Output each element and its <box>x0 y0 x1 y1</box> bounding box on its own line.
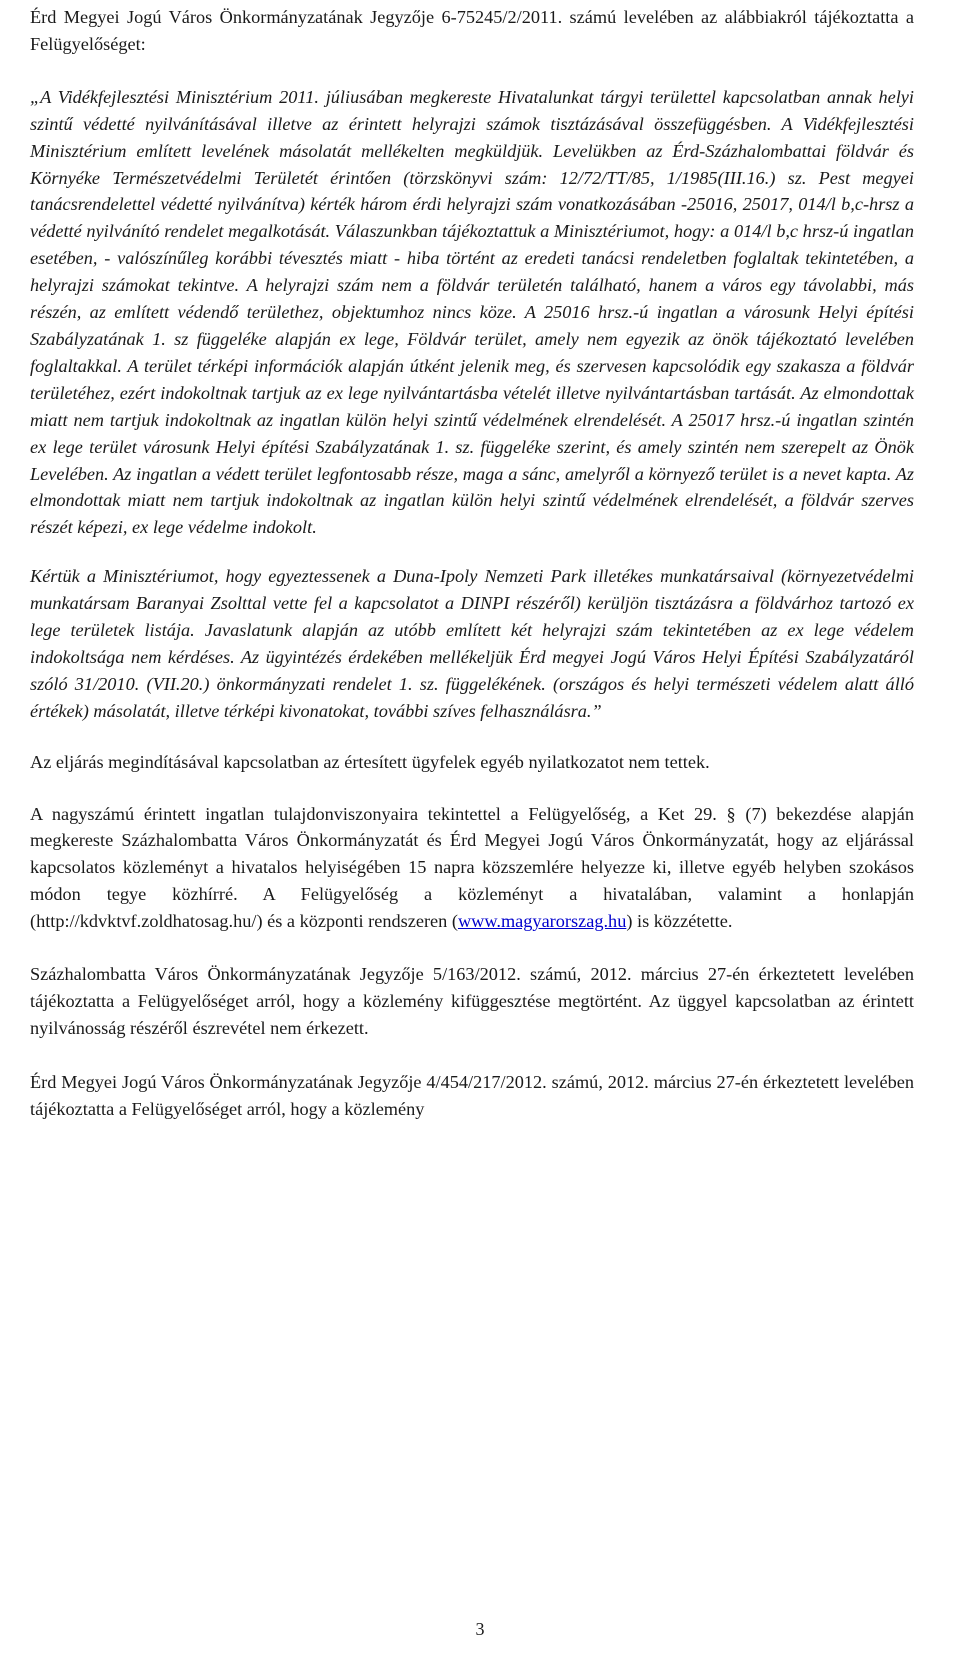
intro-paragraph: Érd Megyei Jogú Város Önkormányzatának Jegyzője 6-75245/2/2011. számú levelében az alábbiakról tájékoztatta a Felügyelőséget: <box>30 7 914 54</box>
publication-text-after: ) is közzétette. <box>626 911 733 932</box>
document-body <box>30 4 914 1123</box>
szazhalombatta-paragraph: Százhalombatta Város Önkormányzatának Jegyzője 5/163/2012. számú, 2012. március 27-én érkeztetett levelében tájékoztatta a Felügyelőséget arról, hogy a közlemény kifüggesztése megtörtént. Az üggyel kapcsolatban az érintett nyilvánosság részéről észrevétel nem érkezett. <box>30 964 914 1038</box>
erd-paragraph: Érd Megyei Jogú Város Önkormányzatának Jegyzője 4/454/217/2012. számú, 2012. március 27-én érkeztetett levelében tájékoztatta a Felügyelőséget arról, hogy a közlemény <box>30 1071 914 1119</box>
no-statement-paragraph: Az eljárás megindításával kapcsolatban az értesített ügyfelek egyéb nyilatkozatot nem tettek. <box>30 751 710 772</box>
quoted-letter-paragraph-1: „A Vidékfejlesztési Minisztérium 2011. júliusában megkereste Hivatalunkat tárgyi területtel kapcsolatban annak helyi szintű védetté nyilvánításával illetve az érintett helyrajzi számok tisztázásával összefüggésben. A Vidékfejlesztési Minisztérium említett levelének másolatát mellékelten megküldjük. Levelükben az Érd-Százhalombattai földvár és Környéke Természetvédelmi Területét érintően (törzskönyvi szám: 12/72/TT/85, 1/1985(III.16.) sz. Pest megyei tanácsrendelettel védetté nyilvánítva) kérték három érdi helyrajzi szám vonatkozásában -25016, 25017, 014/l b,c-hrsz a védetté nyilvánító rendelet megalkotását. Válaszunkban tájékoztattuk a Minisztériumot, hogy: a 014/l b,c hrsz-ú ingatlan esetében, - valószínűleg korábbi tévesztés miatt - hiba történt az eredeti tanácsi rendeletben foglaltak tekintetében, a helyrajzi számokat tekintve. A helyrajzi szám nem a földvár területén található, hanem a város egy távolabbi, más részén, az említett védendő területhez, objektumhoz nincs köze. A 25016 hrsz.-ú ingatlan a városunk Helyi építési Szabályzatának 1. sz függeléke alapján ex lege, Földvár terület, amely nem egyezik az önök tájékoztató levelében foglaltakkal. A terület térképi információk alapján útként jelenik meg, és szervesen kapcsolódik egy szakasza a földvár területéhez, ezért indokoltnak tartjuk az ex lege nyilvántartásba vételét illetve nyilvántartásban tartását. Az elmondottak miatt nem tartjuk indokoltnak az ingatlan külön helyi szintű védelmének elrendelését. A 25017 hrsz.-ú ingatlan szintén ex lege terület városunk Helyi építési Szabályzatának 1. sz. függeléke szerint, és amely szintén nem szerepelt az Önök Levelében. Az ingatlan a védett terület legfontosabb része, maga a sánc, amelyről a környező terület is a nevet kapta. Az elmondottak miatt nem tartjuk indokoltnak az ingatlan külön helyi szintű védelmének elrendelését, a földvár szerves részét képezi, ex lege védelme indokolt. <box>30 86 914 538</box>
magyarorszag-link[interactable]: www.magyarorszag.hu <box>457 911 627 932</box>
quoted-letter-paragraph-2: Kértük a Minisztériumot, hogy egyeztessenek a Duna-Ipoly Nemzeti Park illetékes munkatársaival (környezetvédelmi munkatársam Baranyai Zsolttal vette fel a kapcsolatot a DINPI részéről) kerüljön tisztázásra a földvárhoz tartozó ex lege területek listája. Javaslatunk alapján az utóbb említett két helyrajzi szám tekintetében az ex lege védelem indokoltsága nem kérdéses. Az ügyintézés érdekében mellékeljük Érd megyei Jogú Város Helyi Építési Szabályzatáról szóló 31/2010. (VII.20.) önkormányzati rendelet 1. sz. függelékének. (országos és helyi természeti védelem alatt álló értékek) másolatát, illetve térképi kivonatokat, további szíves felhasználásra.” <box>30 566 914 721</box>
publication-paragraph <box>30 801 914 936</box>
page-number: 3 <box>475 1619 485 1639</box>
publication-text-before: A nagyszámú érintett ingatlan tulajdonviszonyaira tekintettel a Felügyelőség, a Ket 29. § (7) bekezdése alapján megkereste Százhalombatta Város Önkormányzatát és Érd Megyei Jogú Város Önkormányzatát, hogy az eljárással kapcsolatos közleményt a hivatalos helyiségében 15 napra közszemlére helyezze ki, illetve egyéb helyben szokásos módon tegye közhírré. A Felügyelőség a közleményt a hivatalában, valamint a honlapján (http://kdvktvf.zoldhatosag.hu/) és a központi rendszeren ( <box>30 803 914 932</box>
